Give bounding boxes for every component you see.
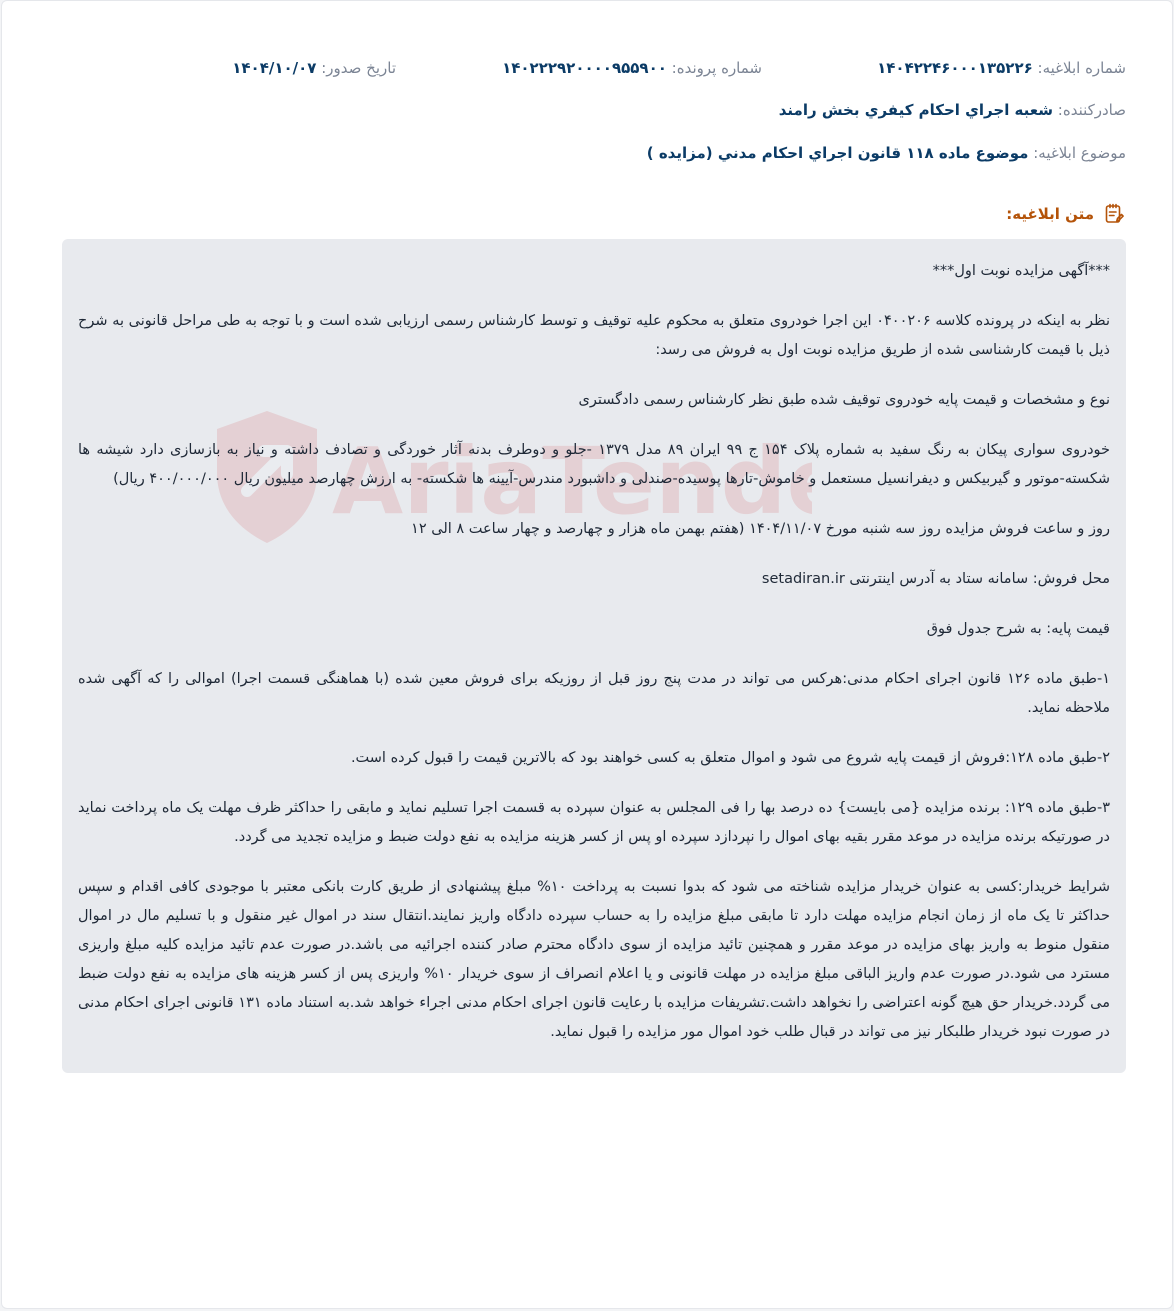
section-title-text: متن ابلاغیه: bbox=[1006, 205, 1094, 223]
body-paragraph: محل فروش: سامانه ستاد به آدرس اینترنتی setadiran.ir bbox=[761, 571, 1110, 587]
subject-label: موضوع ابلاغیه: bbox=[1033, 144, 1126, 162]
notice-number bbox=[877, 59, 1126, 77]
subject-value: موضوع ماده ۱۱۸ قانون اجراي احكام مدني (مزايده ) bbox=[646, 144, 1029, 162]
body-paragraph: خودروی سواری پیکان به رنگ سفید به شماره پلاک ۱۵۴ ج ۹۹ ایران ۸۹ مدل ۱۳۷۹ -جلو و دوطرف بدنه آثار خوردگی و تصادف داشته و نیاز به بازسازی دارد شیشه ها شکسته-موتور و گیربیکس و دیفرانسیل مستعمل و خاموش-تارها پوسیده-صندلی و داشبورد مندرس-آیینه ها شکسته- به ارزش چهارصد میلیون ریال ۴۰۰/۰۰۰/۰۰۰ ریال) bbox=[78, 442, 1110, 487]
body-paragraph: نوع و مشخصات و قیمت پایه خودروی توقیف شده طبق نظر کارشناس رسمی دادگستری bbox=[578, 392, 1110, 408]
body-paragraph: شرایط خریدار:کسی به عنوان خریدار مزایده شناخته می شود که بدوا نسبت به پرداخت ۱۰% مبلغ پیشنهادی از طریق کارت بانکی معتبر با موجودی کافی اقدام و سپس حداکثر تا یک ماه از زمان انجام مزایده مهلت دارد تا مابقی مبلغ مزایده را به حساب سپرده دادگاه واریز نمایند.انتقال سند در اموال غیر منقول و با تسلیم مال در اموال منقول منوط به واریز بهای مزایده در موعد مقرر و همچنین تائید مزایده از سوی دادگاه محترم صادر کننده اجرائیه می باشد.در صورت عدم تائید مزایده کلیه مبلغ واریزی مسترد می شود.در صورت عدم واریز الباقی مبلغ مزایده در مهلت قانونی و یا اعلام انصراف از سوی خریدار ۱۰% واریزی پس از کسر هزینه های مزایده به نفع دولت ضبط می گردد.خریدار حق هیچ گونه اعتراضی را نخواهد داشت.تشریفات مزایده با رعایت قانون اجرای احکام مدنی اجراء خواهد شد.به استناد ماده ۱۳۱ قانونی اجرای احکام مدنی در صورت نبود خریدار طلبکار نیز می تواند در قبال طلب خود اموال مور مزایده را قبول نماید. bbox=[78, 879, 1111, 1040]
body-paragraph: نظر به اینکه در پرونده کلاسه ۰۴۰۰۲۰۶ این اجرا خودروی متعلق به محکوم علیه توقیف و توسط کارشناس رسمی ارزیابی شده است و با توجه به طی مراحل قانونی به شرح ذیل با قیمت کارشناسی شده از طریق مزایده نوبت اول به فروش می رسد: bbox=[78, 313, 1110, 358]
notice-meta-row bbox=[48, 59, 1126, 83]
issuer-label: صادرکننده: bbox=[1057, 101, 1126, 119]
body-paragraph: قیمت پایه: به شرح جدول فوق bbox=[926, 621, 1110, 637]
body-paragraph: ۲-طبق ماده ۱۲۸:فروش از قیمت پایه شروع می شود و اموال متعلق به کسی خواهند بود که بالاترین قیمت را قبول کرده است. bbox=[350, 750, 1110, 766]
issue-date-label: تاریخ صدور: bbox=[321, 59, 396, 77]
notice-number-label: شماره ابلاغیه: bbox=[1037, 59, 1126, 77]
issue-date bbox=[232, 59, 396, 77]
body-paragraph: روز و ساعت فروش مزایده روز سه شنبه مورخ ۱۴۰۴/۱۱/۰۷ (هفتم بهمن ماه هزار و چهارصد و چهار ساعت ۸ الی ۱۲ bbox=[411, 521, 1110, 537]
body-paragraph: ***آگهی مزایده نوبت اول*** bbox=[932, 263, 1110, 279]
case-number-label: شماره پرونده: bbox=[671, 59, 762, 77]
issue-date-value: ۱۴۰۴/۱۰/۰۷ bbox=[232, 59, 317, 77]
issuer-value: شعبه اجراي احكام كيفري بخش رامند bbox=[778, 101, 1053, 119]
body-paragraph: ۳-طبق ماده ۱۲۹: برنده مزایده {می بایست} ده درصد بها را فی المجلس به عنوان سپرده به قسمت اجرا تسلیم نماید و مابقی را حداکثر ظرف مهلت یک ماه پرداخت نماید در صورتیکه برنده مزایده در موعد مقرر بقیه بهای اموال را نپردازد سپرده او پس از کسر هزینه مزایده به نفع دولت ضبط و مزایده تجدید می گردد. bbox=[78, 800, 1111, 845]
case-number-value: ۱۴۰۲۲۲۹۲۰۰۰۰۹۵۵۹۰۰ bbox=[502, 59, 667, 77]
document-icon bbox=[1102, 202, 1126, 226]
notice-paragraphs bbox=[78, 257, 1110, 1047]
notice-page bbox=[1, 0, 1173, 1309]
section-title bbox=[1006, 202, 1126, 226]
subject-row bbox=[647, 144, 1126, 162]
issuer-row bbox=[779, 101, 1126, 119]
notice-body bbox=[62, 239, 1126, 1073]
notice-number-value: ۱۴۰۴۲۲۴۶۰۰۰۱۳۵۲۲۶ bbox=[877, 59, 1033, 77]
body-paragraph: ۱-طبق ماده ۱۲۶ قانون اجرای احکام مدنی:هرکس می تواند در مدت پنج روز قبل از روزیکه برای فروش معین شده (با هماهنگی قسمت اجرا) اموالی را که آگهی شده ملاحظه نماید. bbox=[78, 671, 1110, 716]
watermark-text: AriaTend bbox=[332, 428, 787, 535]
case-number bbox=[502, 59, 762, 77]
